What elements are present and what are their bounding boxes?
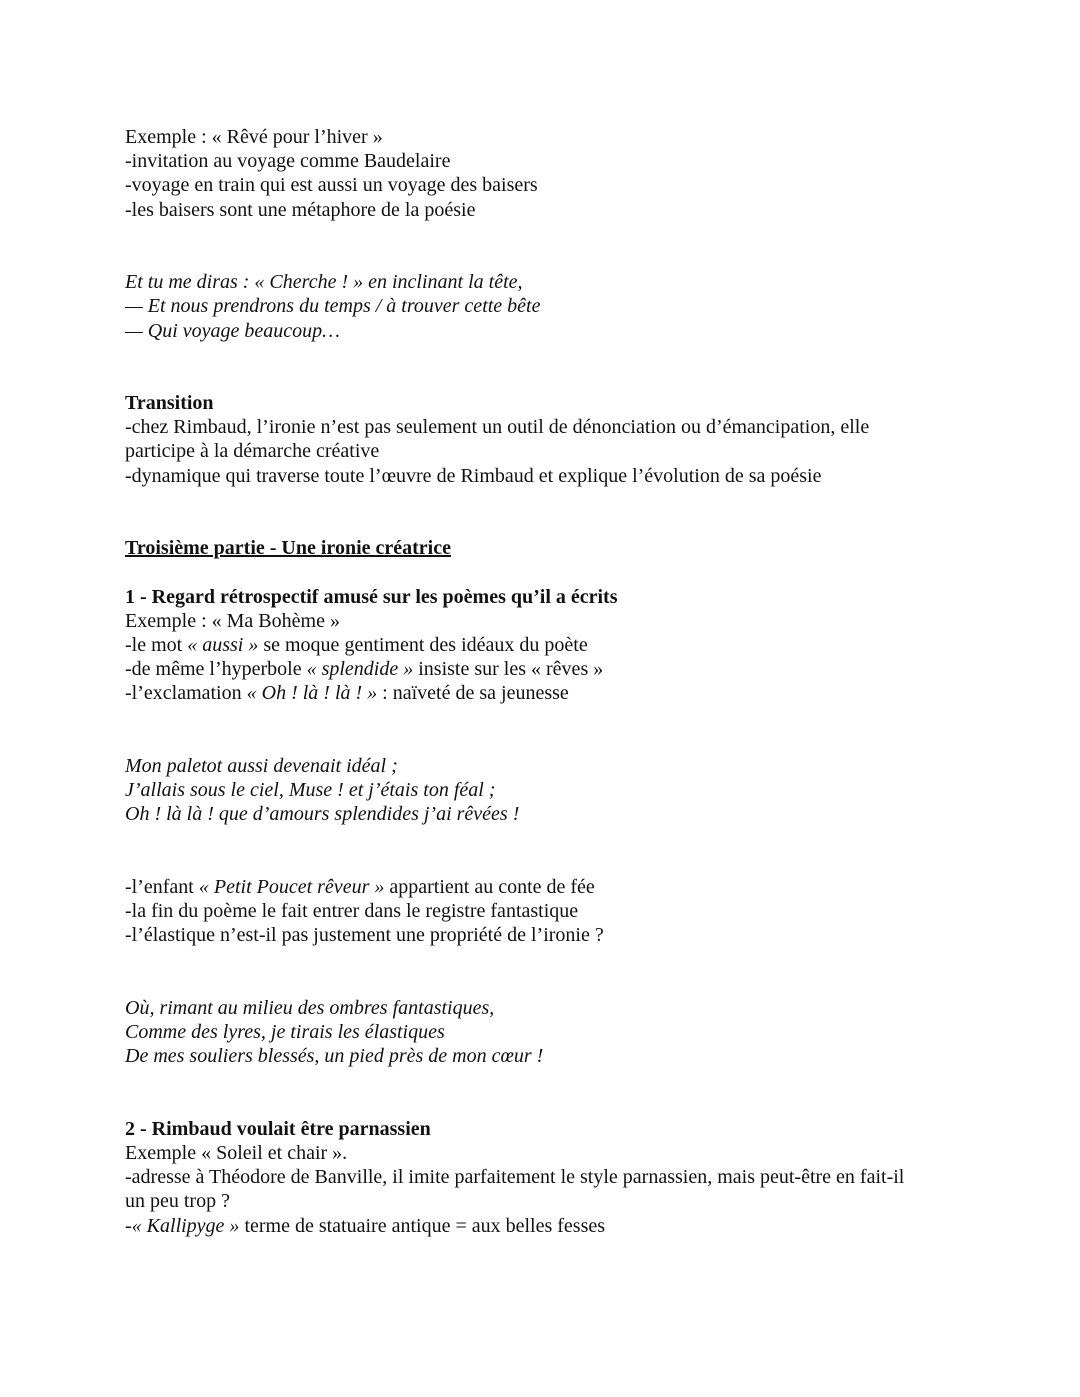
part-title: Troisième partie - Une ironie créatrice [125,537,451,560]
quote-line: Oh ! là là ! que d’amours splendides j’ai rêvées ! [125,803,520,826]
example-title: Exemple : « Rêvé pour l’hiver » [125,126,383,148]
bullet: -l’enfant « Petit Poucet rêveur » appartient au conte de fée [125,875,595,898]
bullet: -voyage en train qui est aussi un voyage des baisers [125,174,538,197]
bullet-continuation: un peu trop ? [125,1190,230,1213]
bullet: -l’élastique n’est-il pas justement une propriété de l’ironie ? [125,924,604,947]
bullet: -adresse à Théodore de Banville, il imite parfaitement le style parnassien, mais peut-être en fait-il [125,1166,905,1189]
document-page [125,125,965,1238]
transition-line: participe à la démarche créative [125,440,380,463]
quote-line: — Qui voyage beaucoup… [125,319,340,342]
quote-line: J’allais sous le ciel, Muse ! et j’étais ton féal ; [125,779,496,802]
quote-line: Où, rimant au milieu des ombres fantastiques, [125,996,495,1019]
bullet: -invitation au voyage comme Baudelaire [125,150,451,173]
transition-line: -dynamique qui traverse toute l’œuvre de Rimbaud et explique l’évolution de sa poésie [125,464,822,487]
transition-heading: Transition [125,392,214,415]
bullet: -les baisers sont une métaphore de la poésie [125,198,476,221]
bullet: -le mot « aussi » se moque gentiment des idéaux du poète [125,633,588,656]
quote-line: Mon paletot aussi devenait idéal ; [125,754,398,777]
bullet: -de même l’hyperbole « splendide » insiste sur les « rêves » [125,658,604,681]
transition-line: -chez Rimbaud, l’ironie n’est pas seulement un outil de dénonciation ou d’émancipation, elle [125,416,870,439]
bullet: -l’exclamation « Oh ! là ! là ! » : naïveté de sa jeunesse [125,682,569,705]
quote-line: — Et nous prendrons du temps / à trouver cette bête [125,295,541,318]
bullet: -« Kallipyge » terme de statuaire antique = aux belles fesses [125,1214,606,1237]
section-heading: 1 - Regard rétrospectif amusé sur les poèmes qu’il a écrits [125,585,618,608]
section-heading: 2 - Rimbaud voulait être parnassien [125,1117,431,1140]
quote-line: Comme des lyres, je tirais les élastiques [125,1021,445,1044]
example-title: Exemple : « Ma Bohème » [125,609,340,632]
quote-line: Et tu me diras : « Cherche ! » en inclinant la tête, [125,271,523,294]
bullet: -la fin du poème le fait entrer dans le registre fantastique [125,900,579,923]
example-title: Exemple « Soleil et chair ». [125,1141,348,1164]
quote-line: De mes souliers blessés, un pied près de mon cœur ! [125,1045,544,1068]
